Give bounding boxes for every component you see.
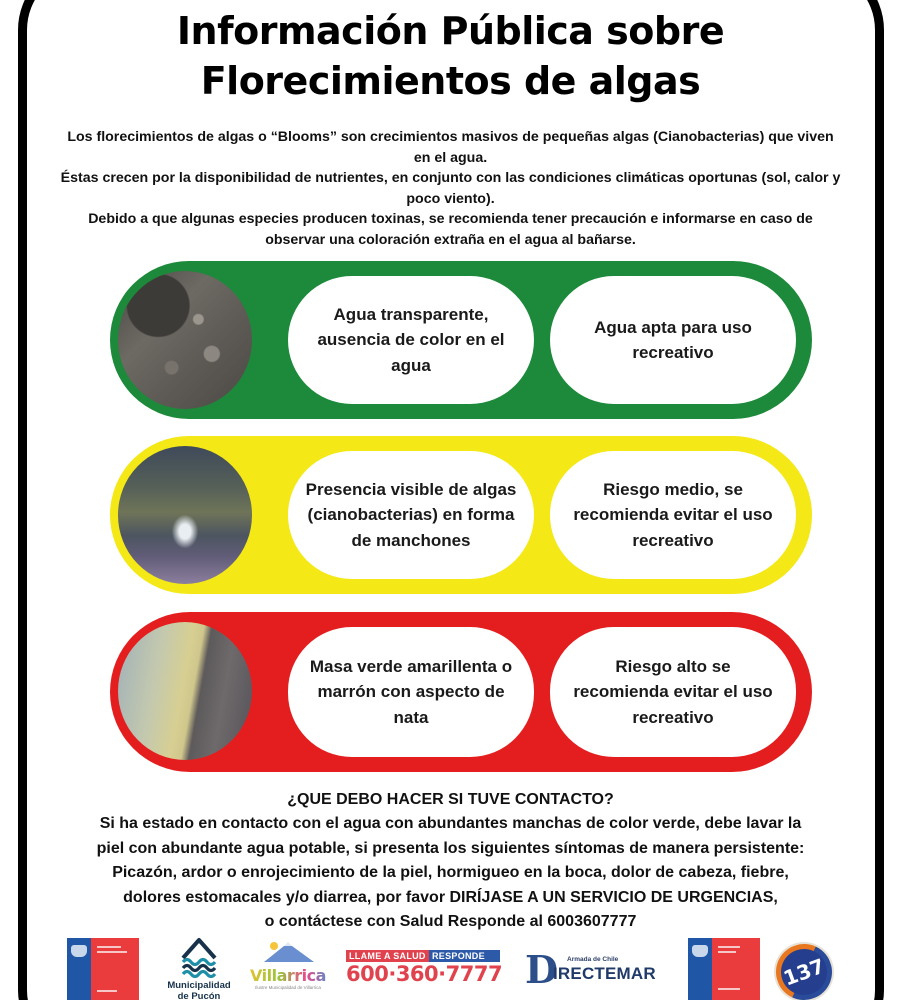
intro-paragraph: Los florecimientos de algas o “Blooms” son crecimientos masivos de pequeñas algas (Cianobacterias) que viven en el agua. bbox=[67, 129, 834, 166]
recommendation-pill: Riesgo alto se recomienda evitar el uso recreativo bbox=[550, 627, 796, 757]
page-title bbox=[0, 6, 901, 106]
municipalidad-wave-icon bbox=[175, 936, 223, 980]
directemar-wordmark: IRECTEMAR bbox=[553, 964, 656, 983]
level-band-red bbox=[110, 612, 812, 772]
villarrica-logo bbox=[243, 940, 333, 991]
contact-line: Picazón, ardor o enrojecimiento de la piel, hormigueo en la boca, dolor de cabeza, fiebre, bbox=[112, 864, 789, 882]
contact-line: piel con abundante agua potable, si presenta los siguientes síntomas de manera persistente: bbox=[96, 839, 805, 857]
sponsor-logos bbox=[0, 936, 901, 1000]
salud-fine-print bbox=[346, 986, 500, 991]
municipalidad-label-2: de Pucón bbox=[177, 991, 221, 1000]
level-band-yellow bbox=[110, 436, 812, 594]
clear-water-photo-icon bbox=[118, 271, 252, 409]
salud-responde-number: 600·360·7777 bbox=[346, 962, 503, 986]
contact-instructions bbox=[30, 788, 871, 934]
algae-patches-photo-icon bbox=[118, 446, 252, 584]
contact-line: Si ha estado en contacto con el agua con abundantes manchas de color verde, debe lavar la bbox=[99, 815, 802, 833]
algae-scum-photo-icon bbox=[118, 622, 252, 760]
level-band-green bbox=[110, 261, 812, 419]
contact-line: dolores estomacales y/o diarrea, por favor DIRÍJASE A UN SERVICIO DE URGENCIAS, bbox=[123, 888, 778, 906]
badge-number: 137 bbox=[780, 953, 828, 991]
directemar-d-glyph: D bbox=[525, 947, 558, 992]
municipalidad-label: Municipalidad bbox=[167, 980, 231, 991]
intro-paragraph: Debido a que algunas especies producen toxinas, se recomienda tener precaución e informarse en caso de observar una coloración extraña en el agua al bañarse. bbox=[88, 211, 813, 248]
gobierno-de-chile-logo-icon bbox=[688, 938, 760, 1000]
salud-bar-right: RESPONDE bbox=[429, 950, 500, 962]
contact-heading: ¿QUE DEBO HACER SI TUVE CONTACTO? bbox=[287, 791, 614, 808]
condition-pill: Agua transparente, ausencia de color en el agua bbox=[288, 276, 534, 404]
contact-line: o contáctese con Salud Responde al 6003607777 bbox=[264, 913, 637, 931]
emergency-137-badge-icon bbox=[774, 942, 834, 1000]
condition-pill: Masa verde amarillenta o marrón con aspecto de nata bbox=[288, 627, 534, 757]
recommendation-pill: Agua apta para uso recreativo bbox=[550, 276, 796, 404]
salud-bar-left: LLAME A SALUD bbox=[346, 950, 429, 962]
intro-paragraph: Éstas crecen por la disponibilidad de nutrientes, en conjunto con las condiciones climáticas oportunas (sol, calor y poco viento). bbox=[60, 170, 841, 207]
villarrica-wordmark: Villarrica bbox=[243, 967, 333, 985]
villarrica-subtitle: Ilustre Municipalidad de Villarrica bbox=[255, 985, 321, 990]
salud-responde-logo bbox=[346, 950, 503, 991]
directemar-logo bbox=[525, 947, 675, 992]
volcano-icon bbox=[258, 940, 318, 962]
intro-text bbox=[60, 127, 841, 250]
municipalidad-logo bbox=[160, 936, 238, 1000]
condition-pill: Presencia visible de algas (cianobacterias) en forma de manchones bbox=[288, 451, 534, 579]
title-line-2: Florecimientos de algas bbox=[200, 59, 701, 103]
recommendation-pill: Riesgo medio, se recomienda evitar el uso recreativo bbox=[550, 451, 796, 579]
title-line-1: Información Pública sobre bbox=[176, 9, 725, 53]
gobierno-de-chile-logo-icon bbox=[67, 938, 139, 1000]
directemar-small-text: Armada de Chile bbox=[567, 956, 619, 963]
